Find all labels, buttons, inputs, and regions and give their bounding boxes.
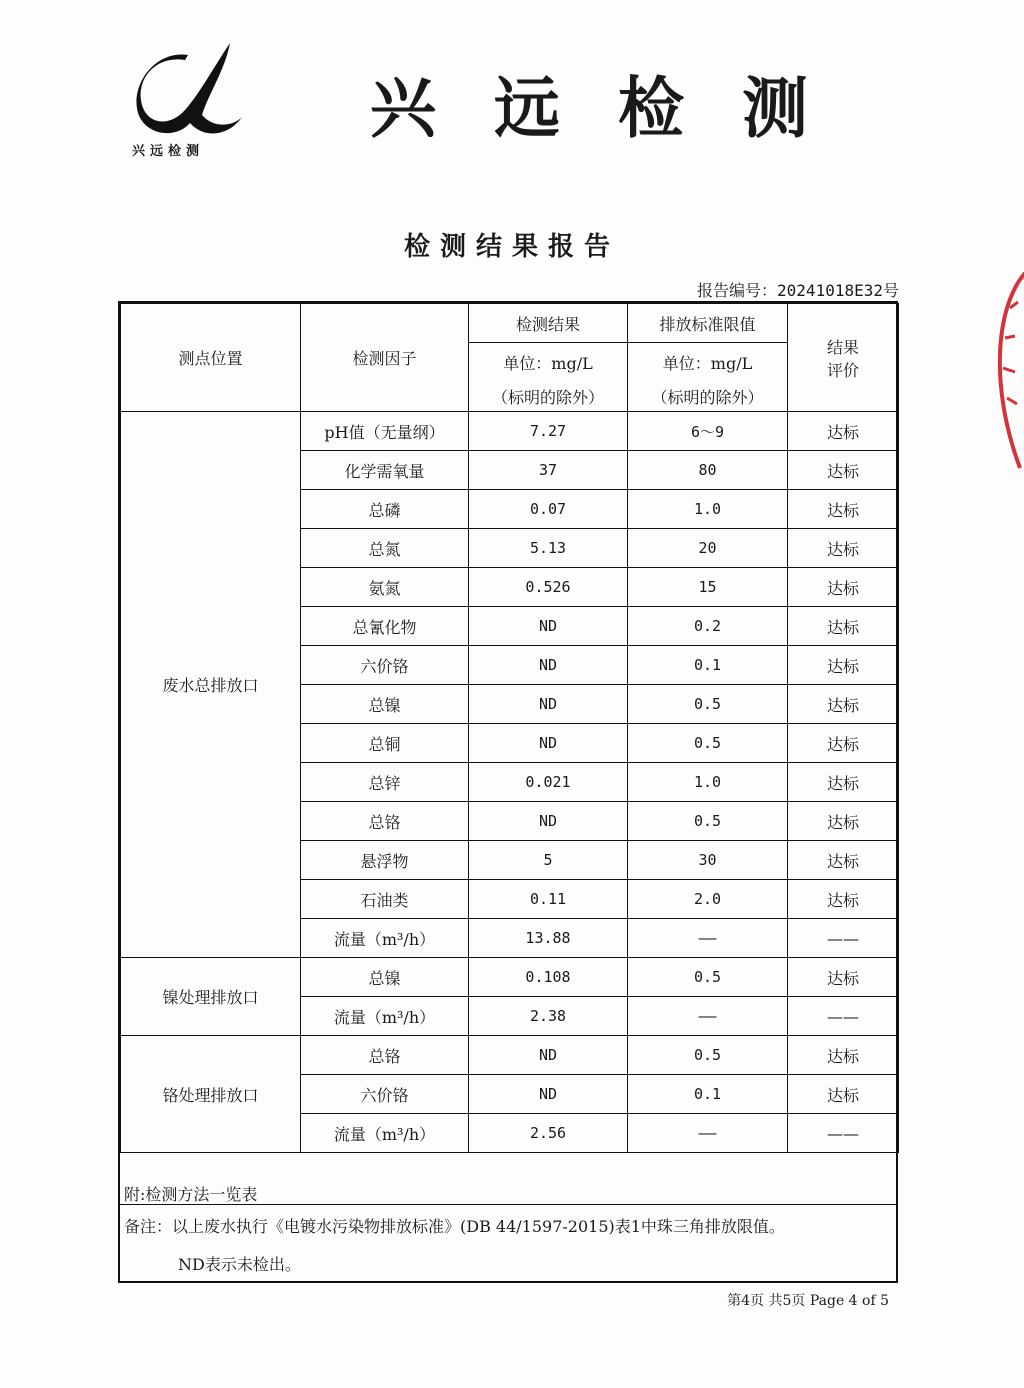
factor-cell: pH值（无量纲） <box>301 412 469 451</box>
evaluation-cell: 达标 <box>788 412 899 451</box>
evaluation-cell: 达标 <box>788 685 899 724</box>
report-number-value: 20241018E32号 <box>777 281 899 300</box>
result-cell: ND <box>469 724 628 763</box>
evaluation-cell: 达标 <box>788 607 899 646</box>
factor-cell: 氨氮 <box>301 568 469 607</box>
limit-cell: 0.5 <box>628 1036 788 1075</box>
result-cell: 2.56 <box>469 1114 628 1153</box>
evaluation-cell: 达标 <box>788 646 899 685</box>
nd-note: ND表示未检出。 <box>178 1255 301 1274</box>
remark-note: 备注：以上废水执行《电镀水污染物排放标准》(DB 44/1597-2015)表1中珠三角排放限值。 <box>124 1217 785 1236</box>
factor-cell: 石油类 <box>301 880 469 919</box>
factor-cell: 六价铬 <box>301 1075 469 1114</box>
factor-cell: 六价铬 <box>301 646 469 685</box>
header-factor: 检测因子 <box>301 304 469 412</box>
factor-cell: 总镍 <box>301 685 469 724</box>
evaluation-cell: 达标 <box>788 841 899 880</box>
result-cell: 13.88 <box>469 919 628 958</box>
result-cell: 0.021 <box>469 763 628 802</box>
notes-section <box>120 1172 898 1282</box>
logo-subtitle: 兴远检测 <box>132 144 205 159</box>
factor-cell: 总铜 <box>301 724 469 763</box>
evaluation-cell: —— <box>788 919 899 958</box>
result-cell: ND <box>469 607 628 646</box>
factor-cell: 流量（m³/h） <box>301 1114 469 1153</box>
page-footer: 第4页 共5页 Page 4 of 5 <box>727 1293 889 1309</box>
evaluation-cell: 达标 <box>788 880 899 919</box>
limit-cell: 20 <box>628 529 788 568</box>
header-limit: 排放标准限值 <box>628 304 788 343</box>
report-number-label: 报告编号： <box>697 281 778 300</box>
header-location: 测点位置 <box>121 304 301 412</box>
appendix-note: 附:检测方法一览表 <box>124 1185 258 1204</box>
limit-cell: 0.5 <box>628 802 788 841</box>
table-row <box>121 412 899 451</box>
limit-cell: 1.0 <box>628 490 788 529</box>
limit-cell: 0.1 <box>628 646 788 685</box>
limit-cell: —— <box>628 997 788 1036</box>
limit-cell: 0.5 <box>628 958 788 997</box>
results-table <box>120 303 899 1153</box>
limit-cell: 0.2 <box>628 607 788 646</box>
location-cell: 铬处理排放口 <box>121 1036 301 1153</box>
factor-cell: 总磷 <box>301 490 469 529</box>
evaluation-cell: 达标 <box>788 490 899 529</box>
header-result: 检测结果 <box>469 304 628 343</box>
red-seal-stamp <box>985 268 1024 478</box>
factor-cell: 总镍 <box>301 958 469 997</box>
factor-cell: 总氮 <box>301 529 469 568</box>
limit-cell: 1.0 <box>628 763 788 802</box>
table-row <box>121 1036 899 1075</box>
factor-cell: 总铬 <box>301 802 469 841</box>
limit-cell: 0.1 <box>628 1075 788 1114</box>
limit-cell: 15 <box>628 568 788 607</box>
result-cell: 5 <box>469 841 628 880</box>
result-cell: 37 <box>469 451 628 490</box>
header-evaluation <box>788 304 899 412</box>
evaluation-cell: 达标 <box>788 1075 899 1114</box>
result-cell: ND <box>469 646 628 685</box>
result-cell: 7.27 <box>469 412 628 451</box>
brand-name: 兴远检测 <box>370 69 866 147</box>
evaluation-cell: 达标 <box>788 568 899 607</box>
evaluation-cell: 达标 <box>788 802 899 841</box>
header-evaluation-line1: 结果 <box>826 337 859 357</box>
result-cell: 2.38 <box>469 997 628 1036</box>
result-cell: 0.11 <box>469 880 628 919</box>
limit-cell: 0.5 <box>628 685 788 724</box>
result-cell: 5.13 <box>469 529 628 568</box>
result-cell: 0.526 <box>469 568 628 607</box>
result-cell: 0.108 <box>469 958 628 997</box>
limit-cell: 0.5 <box>628 724 788 763</box>
factor-cell: 悬浮物 <box>301 841 469 880</box>
evaluation-cell: 达标 <box>788 763 899 802</box>
result-cell: ND <box>469 802 628 841</box>
table-header-row <box>121 304 899 343</box>
result-cell: 0.07 <box>469 490 628 529</box>
limit-cell: —— <box>628 919 788 958</box>
factor-cell: 总锌 <box>301 763 469 802</box>
report-title: 检测结果报告 <box>403 232 620 262</box>
evaluation-cell: —— <box>788 1114 899 1153</box>
limit-cell: 80 <box>628 451 788 490</box>
header-evaluation-line2: 评价 <box>826 360 859 380</box>
report-number <box>697 278 899 301</box>
result-cell: ND <box>469 1036 628 1075</box>
header-limit-unit: 单位：mg/L <box>628 343 788 382</box>
factor-cell: 流量（m³/h） <box>301 919 469 958</box>
header-result-note: （标明的除外） <box>469 381 628 412</box>
factor-cell: 流量（m³/h） <box>301 997 469 1036</box>
evaluation-cell: 达标 <box>788 724 899 763</box>
evaluation-cell: 达标 <box>788 451 899 490</box>
limit-cell: —— <box>628 1114 788 1153</box>
result-cell: ND <box>469 1075 628 1114</box>
limit-cell: 2.0 <box>628 880 788 919</box>
limit-cell: 6～9 <box>628 412 788 451</box>
header-result-unit: 单位：mg/L <box>469 343 628 382</box>
header-limit-note: （标明的除外） <box>628 381 788 412</box>
location-cell: 镍处理排放口 <box>121 958 301 1036</box>
table-body <box>121 412 899 1153</box>
evaluation-cell: 达标 <box>788 529 899 568</box>
table-row <box>121 958 899 997</box>
evaluation-cell: 达标 <box>788 1036 899 1075</box>
limit-cell: 30 <box>628 841 788 880</box>
factor-cell: 化学需氧量 <box>301 451 469 490</box>
notes-divider <box>120 1204 898 1205</box>
factor-cell: 总氰化物 <box>301 607 469 646</box>
evaluation-cell: 达标 <box>788 958 899 997</box>
result-cell: ND <box>469 685 628 724</box>
evaluation-cell: —— <box>788 997 899 1036</box>
location-cell: 废水总排放口 <box>121 412 301 958</box>
factor-cell: 总铬 <box>301 1036 469 1075</box>
